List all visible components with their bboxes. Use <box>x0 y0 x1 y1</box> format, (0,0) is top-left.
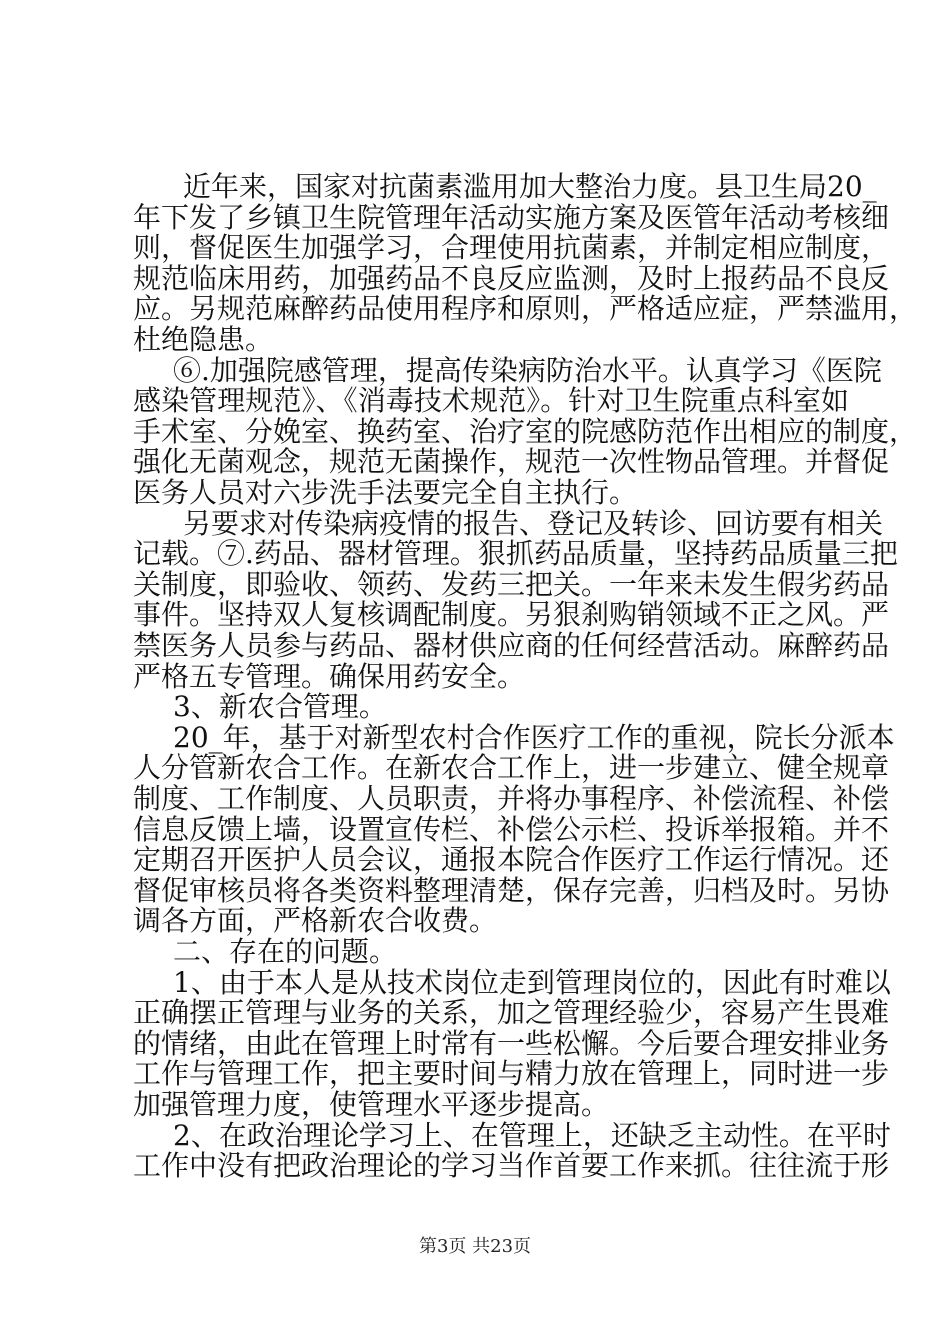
text-line-content: 1、由于本人是从技术岗位走到管理岗位的，因此有时难以 <box>173 965 891 999</box>
text-line-content: 杜绝隐患。 <box>133 323 274 356</box>
text-line-content: 制度、工作制度、人员职责，并将办事程序、补偿流程、补偿 <box>133 782 890 815</box>
page-footer: 第3页 共23页 <box>418 1236 532 1257</box>
text-line-content: 则，督促医生加强学习，合理使用抗菌素，并制定相应制度， <box>133 231 890 265</box>
text-line-content: 调各方面，严格新农合收费。 <box>133 904 498 938</box>
text-line-content: 规范临床用药，加强药品不良反应监测，及时上报药品不良反 <box>133 261 890 295</box>
text-line-content: 定期召开医护人员会议，通报本院合作医疗工作运行情况。还 <box>133 843 890 877</box>
text-line-content: 的情绪，由此在管理上时常有一些松懈。今后要合理安排业务 <box>133 1026 890 1060</box>
text-line-content: 禁医务人员参与药品、器材供应商的任何经营活动。麻醉药品 <box>133 629 890 662</box>
text-line-content: 关制度，即验收、领药、发药三把关。一年来未发生假劣药品 <box>133 567 890 601</box>
text-line-content: 年下发了乡镇卫生院管理年活动实施方案及医管年活动考核细 <box>133 200 890 234</box>
text-line-content: 工作中没有把政治理论的学习当作首要工作来抓。往往流于形 <box>133 1149 890 1183</box>
text-line-content: 3、新农合管理。 <box>173 690 387 724</box>
text-line <box>0 1146 950 1186</box>
text-line-content: 加强管理力度，使管理水平逐步提高。 <box>133 1088 610 1121</box>
text-line-content: 另要求对传染病疫情的报告、登记及转诊、回访要有相关 <box>183 506 884 540</box>
text-line-content: 近年来，国家对抗菌素滥用加大整治力度。县卫生局20_ <box>183 170 877 203</box>
text-line-content: 事件。坚持双人复核调配制度。另狠刹购销领域不正之风。严 <box>133 598 890 632</box>
text-line-content: 2、在政治理论学习上、在管理上，还缺乏主动性。在平时 <box>173 1118 891 1152</box>
text-line-content: 信息反馈上墙，设置宣传栏、补偿公示栏、投诉举报箱。并不 <box>133 812 890 846</box>
text-line-content: 严格五专管理。确保用药安全。 <box>133 659 526 693</box>
text-line-content: 强化无菌观念，规范无菌操作，规范一次性物品管理。并督促 <box>133 445 890 479</box>
text-line-content: 人分管新农合工作。在新农合工作上，进一步建立、健全规章 <box>133 751 890 785</box>
text-line-content: 工作与管理工作，把主要时间与精力放在管理上，同时进一步 <box>133 1057 890 1091</box>
text-line-content: 应。另规范麻醉药品使用程序和原则，严格适应症，严禁滥用， <box>133 292 918 326</box>
text-line-content: 记载。⑦.药品、器材管理。狠抓药品质量，坚持药品质量三把 <box>133 537 898 571</box>
text-line-content: 正确摆正管理与业务的关系，加之管理经验少，容易产生畏难 <box>133 996 890 1030</box>
text-line-content: 医务人员对六步洗手法要完全自主执行。 <box>133 476 638 509</box>
text-line-content: 20_年，基于对新型农村合作医疗工作的重视，院长分派本 <box>173 720 895 754</box>
text-line-content: ⑥.加强院感管理，提高传染病防治水平。认真学习《医院 <box>173 353 882 387</box>
text-line-content: 督促审核员将各类资料整理清楚，保存完善，归档及时。另协 <box>133 873 890 907</box>
text-line-content: 二、存在的问题。 <box>173 935 398 968</box>
text-line-content: 手术室、分娩室、换药室、治疗室的院感防范作出相应的制度， <box>133 414 918 448</box>
text-line-content: 感染管理规范》、《消毒技术规范》。针对卫生院重点科室如 <box>133 384 849 418</box>
